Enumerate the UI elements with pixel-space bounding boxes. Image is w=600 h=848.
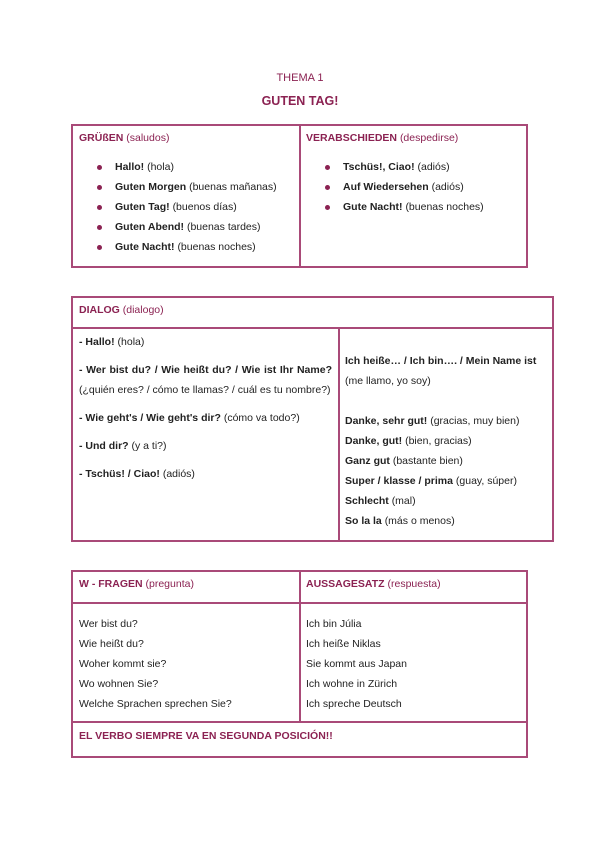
theme-label: THEMA 1 [276, 72, 324, 84]
wfragen-left-head: W - FRAGEN [79, 578, 143, 590]
wfragen-right-sub: (respuesta) [387, 578, 441, 590]
question-item: Wo wohnen Sie? [79, 678, 159, 690]
dialog-answer [345, 411, 550, 431]
greet-right-head: VERABSCHIEDEN [306, 132, 398, 144]
wfragen-answers [306, 614, 407, 714]
list-item-es: (buenas tardes) [186, 221, 261, 233]
greet-left-head: GRÜßEN [79, 132, 124, 144]
dialog-line-es: (hola) [117, 336, 145, 348]
list-item-es: (buenos días) [172, 201, 237, 213]
dialog-line-es: (¿quién eres? / cómo te llamas? / cuál es tu nombre?) [79, 384, 331, 396]
page-title: GUTEN TAG! [261, 94, 339, 108]
list-item-de: Auf Wiedersehen [343, 181, 429, 193]
list-item-de: Hallo! [115, 161, 145, 173]
list-item-de: Guten Tag! [115, 201, 170, 213]
wfragen-right-head: AUSSAGESATZ [306, 578, 385, 590]
dialog-line [79, 360, 332, 400]
dialog-answer-de: Danke, gut! [345, 435, 403, 447]
dialog-line-de: - Hallo! [79, 336, 115, 348]
greet-right-sub: (despedirse) [399, 132, 459, 144]
greet-left-sub: (saludos) [126, 132, 170, 144]
question-item: Welche Sprachen sprechen Sie? [79, 698, 232, 710]
dialog-answer-de: Danke, sehr gut! [345, 415, 428, 427]
list-item-de: Tschüs!, Ciao! [343, 161, 415, 173]
list-item [325, 157, 484, 177]
wfragen-note [79, 730, 333, 742]
dialog-answer [345, 491, 550, 511]
dialog-line-es: (cómo va todo?) [223, 412, 300, 424]
dialog-answer [345, 511, 550, 531]
list-item-de: Guten Morgen [115, 181, 187, 193]
wfragen-left-sub: (pregunta) [145, 578, 194, 590]
greet-left-header [79, 132, 169, 144]
dialog-answer-es: (mal) [391, 495, 416, 507]
dialog-line-de: - Und dir? [79, 440, 129, 452]
greet-right-header [306, 132, 458, 144]
dialog-line [79, 332, 332, 352]
dialog-line-de: - Wer bist du? / Wie heißt du? / Wie ist Ihr Name? [79, 364, 332, 376]
list-item-es: (adiós) [431, 181, 464, 193]
wfragen-note-text: EL VERBO SIEMPRE VA EN SEGUNDA POSICIÓN!! [79, 730, 333, 742]
dialog-line-de: - Tschüs! / Ciao! [79, 468, 160, 480]
dialog-line-de: - Wie geht's / Wie geht's dir? [79, 412, 221, 424]
wfragen-questions [79, 614, 232, 714]
list-item-de: Gute Nacht! [115, 241, 175, 253]
dialog-header [79, 304, 164, 316]
list-item-de: Guten Abend! [115, 221, 185, 233]
greet-right-list [325, 157, 484, 217]
list-item-es: (buenas mañanas) [189, 181, 277, 193]
dialog-answer-es: (gracias, muy bien) [430, 415, 520, 427]
dialog-answer [345, 451, 550, 471]
dialog-answer-de: Schlecht [345, 495, 389, 507]
list-item-es: (buenas noches) [405, 201, 484, 213]
dialog-answer [345, 471, 550, 491]
dialog-right-top [345, 351, 550, 391]
question-item: Woher kommt sie? [79, 658, 167, 670]
dialog-header-line [71, 327, 554, 329]
answer-item: Ich wohne in Zürich [306, 678, 398, 690]
dialog-head: DIALOG [79, 304, 120, 316]
dialog-answer [345, 431, 550, 451]
question-item: Wer bist du? [79, 618, 138, 630]
list-item [97, 177, 277, 197]
question-item: Wie heißt du? [79, 638, 144, 650]
dialog-answer-de: Super / klasse / prima [345, 475, 453, 487]
list-item [97, 157, 277, 177]
dialog-line [79, 436, 332, 456]
dialog-line-es: (y a ti?) [131, 440, 167, 452]
answer-item: Sie kommt aus Japan [306, 658, 407, 670]
list-item-es: (buenas noches) [177, 241, 256, 253]
greet-left-list [97, 157, 277, 257]
dialog-answer-de: So la la [345, 515, 382, 527]
dialog-line [79, 464, 332, 484]
list-item-es: (adiós) [417, 161, 450, 173]
list-item [325, 177, 484, 197]
dialog-divider [338, 327, 340, 542]
dialog-answer-es: (bien, gracias) [405, 435, 472, 447]
list-item-es: (hola) [147, 161, 174, 173]
wfragen-left-header [79, 578, 194, 590]
dialog-right-list [345, 411, 550, 531]
dialog-answer-es: (más o menos) [384, 515, 455, 527]
answer-item: Ich bin Júlia [306, 618, 362, 630]
dialog-right-top-es: (me llamo, yo soy) [345, 375, 431, 387]
dialog-answer-es: (guay, súper) [455, 475, 517, 487]
dialog-line [79, 408, 332, 428]
answer-item: Ich spreche Deutsch [306, 698, 402, 710]
list-item [325, 197, 484, 217]
wfragen-divider [299, 570, 301, 722]
dialog-answer-es: (bastante bien) [392, 455, 463, 467]
list-item [97, 217, 277, 237]
dialog-line-es: (adiós) [162, 468, 195, 480]
dialog-sub: (dialogo) [122, 304, 164, 316]
answer-item: Ich heiße Niklas [306, 638, 381, 650]
wfragen-right-header [306, 578, 441, 590]
dialog-left-column [79, 332, 332, 492]
dialog-right-top-de: Ich heiße… / Ich bin…. / Mein Name ist [345, 355, 537, 367]
list-item [97, 237, 277, 257]
greetings-divider [299, 124, 301, 268]
list-item-de: Gute Nacht! [343, 201, 403, 213]
dialog-answer-de: Ganz gut [345, 455, 390, 467]
list-item [97, 197, 277, 217]
